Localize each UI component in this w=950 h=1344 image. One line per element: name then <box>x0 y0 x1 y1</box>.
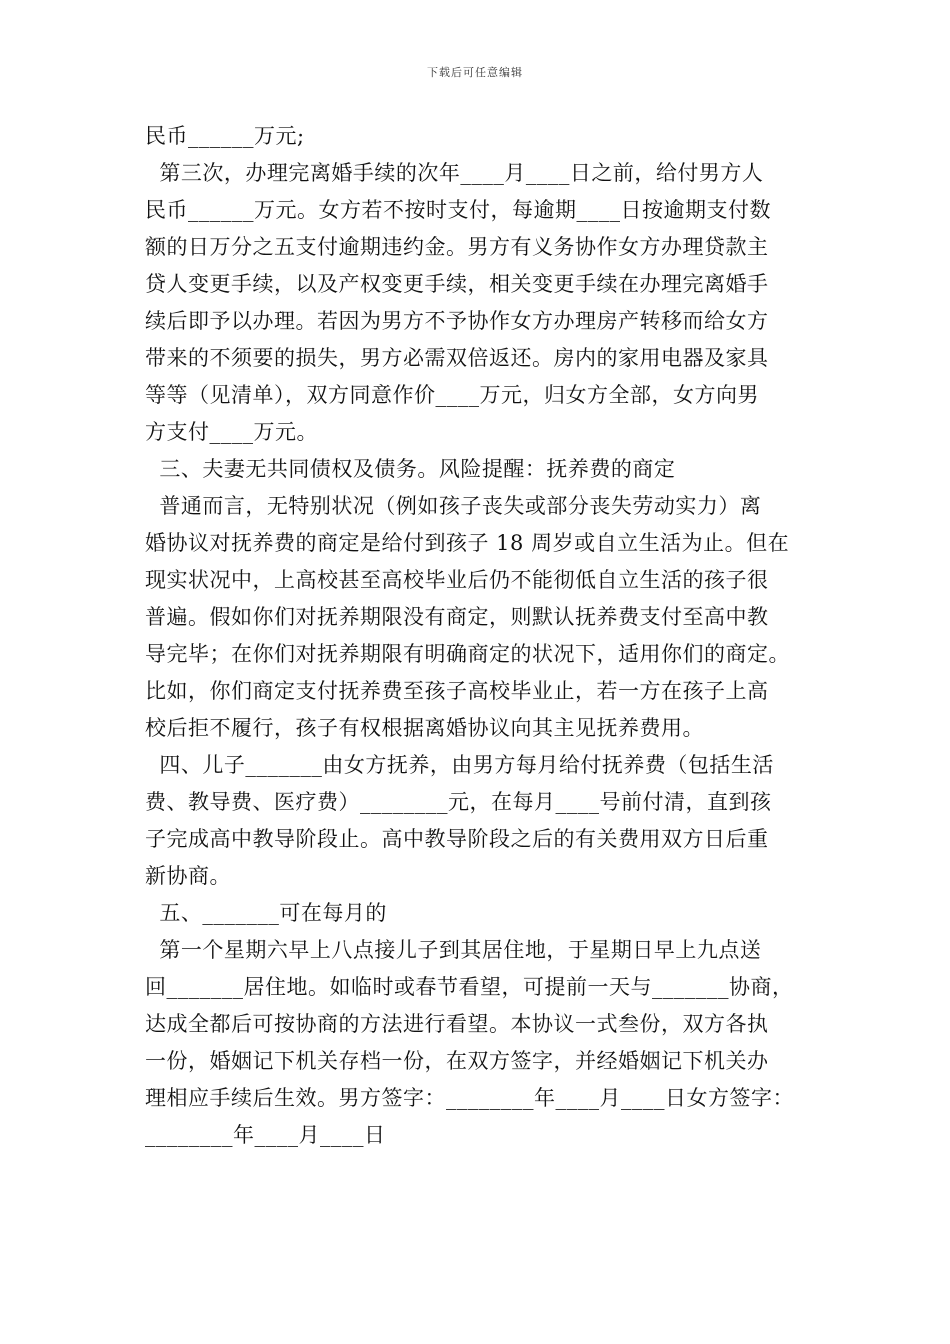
text-line: 普通而言，无特别状况（例如孩子丧失或部分丧失劳动实力）离 <box>145 494 762 518</box>
text-line: 达成全都后可按协商的方法进行看望。本协议一式叁份，双方各执 <box>145 1012 769 1036</box>
signature-line: 理相应手续后生效。男方签字：________年____月____日女方签字： <box>145 1086 794 1110</box>
text-line: 子完成高中教导阶段止。高中教导阶段之后的有关费用双方日后重 <box>145 827 769 851</box>
text-line: 等等（见清单），双方同意作价____万元，归女方全部，女方向男 <box>145 383 759 407</box>
text-line: 民币______万元; <box>145 124 305 148</box>
text-line: 回_______居住地。如临时或春节看望，可提前一天与_______协商， <box>145 975 794 999</box>
text-line: 比如，你们商定支付抚养费至孩子高校毕业止，若一方在孩子上高 <box>145 679 769 703</box>
text-line: 一份，婚姻记下机关存档一份，在双方签字，并经婚姻记下机关办 <box>145 1049 769 1073</box>
text-line: 续后即予以办理。若因为男方不予协作女方办理房产转移而给女方 <box>145 309 769 333</box>
document-body <box>145 118 810 1154</box>
text-line: 费、教导费、医疗费）________元，在每月____号前付清，直到孩 <box>145 790 772 814</box>
text-line: 方支付____万元。 <box>145 420 318 444</box>
section-heading: 四、儿子_______由女方抚养，由男方每月给付抚养费（包括生活 <box>145 753 774 777</box>
signature-line: ________年____月____日 <box>145 1123 386 1147</box>
text-line: 第三次，办理完离婚手续的次年____月____日之前，给付男方人 <box>145 161 764 185</box>
section-heading: 五、_______可在每月的 <box>145 901 387 925</box>
text-line: 新协商。 <box>145 864 231 888</box>
text-line: 第一个星期六早上八点接儿子到其居住地，于星期日早上九点送 <box>145 938 762 962</box>
text-line: 导完毕；在你们对抚养期限有明确商定的状况下，适用你们的商定。 <box>145 642 790 666</box>
text-line: 额的日万分之五支付逾期违约金。男方有义务协作女方办理贷款主 <box>145 235 769 259</box>
text-line: 民币______万元。女方若不按时支付，每逾期____日按逾期支付数 <box>145 198 771 222</box>
text-line: 贷人变更手续，以及产权变更手续，相关变更手续在办理完离婚手 <box>145 272 769 296</box>
text-line: 带来的不须要的损失，男方必需双倍返还。房内的家用电器及家具 <box>145 346 769 370</box>
text-line: 普遍。假如你们对抚养期限没有商定，则默认抚养费支付至高中教 <box>145 605 769 629</box>
text-line: 现实状况中，上高校甚至高校毕业后仍不能彻低自立生活的孩子很 <box>145 568 769 592</box>
page-header: 下载后可任意编辑 <box>427 66 523 79</box>
section-heading: 三、夫妻无共同债权及债务。风险提醒：抚养费的商定 <box>145 457 676 481</box>
text-line: 婚协议对抚养费的商定是给付到孩子 18 周岁或自立生活为止。但在 <box>145 531 790 555</box>
text-line: 校后拒不履行，孩子有权根据离婚协议向其主见抚养费用。 <box>145 716 704 740</box>
